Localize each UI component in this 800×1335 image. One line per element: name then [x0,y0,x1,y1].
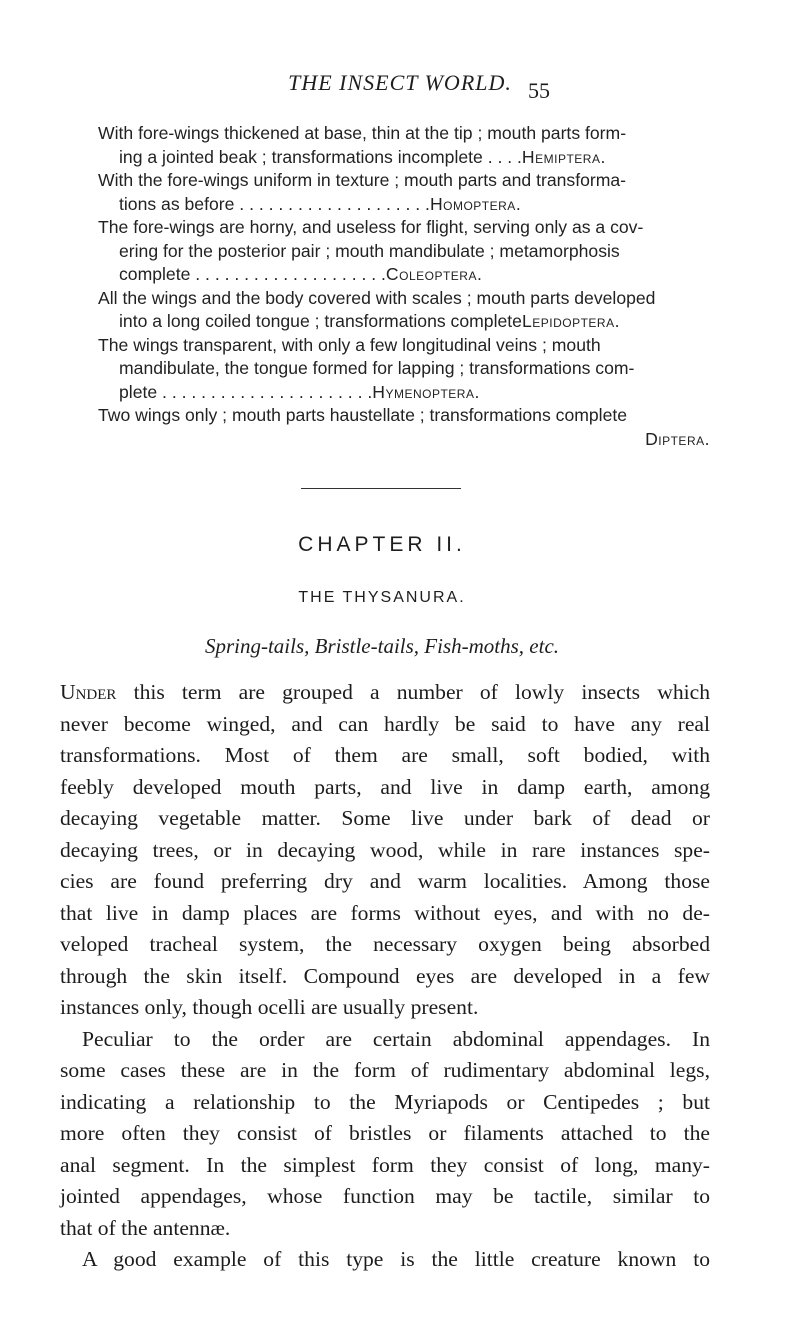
key-line: All the wings and the body covered with scales ; mouth parts developed [98,287,656,308]
paragraph-1 [60,677,710,1024]
chapter-heading: CHAPTER II. [298,533,466,556]
key-entry-hymenoptera [98,334,710,405]
key-line: complete . . . . . . . . . . . . . . . . . . . . [119,264,386,284]
section-divider [301,488,461,489]
taxon-name: Coleoptera. [385,264,483,284]
text-line: that of the antennæ. [60,1215,231,1240]
text-line: never become winged, and can hardly be said to have any real [60,711,710,736]
text-line: Peculiar to the order are certain abdominal appendages. In [82,1026,710,1051]
paragraph-2 [60,1024,710,1245]
text-line: anal segment. In the simplest form they consist of long, many- [60,1152,710,1177]
key-entry-homoptera [98,169,710,216]
text-line: through the skin itself. Compound eyes are developed in a few [60,963,710,988]
key-line: ing a jointed beak ; transformations incomplete . . . . [119,146,522,167]
key-entry-hemiptera [98,122,710,169]
paragraph-3 [60,1244,710,1276]
body-text [60,677,710,1276]
text-line: feebly developed mouth parts, and live in damp earth, among [60,774,710,799]
key-entry-coleoptera [98,216,710,287]
subtitle-etc: etc. [529,634,560,658]
key-line: mandibulate, the tongue formed for lapping ; transformations com- [119,358,635,378]
running-title: THE INSECT WORLD. [288,70,512,95]
subtitle-common-names: Spring-tails, Bristle-tails, Fish-moths, [204,634,525,658]
taxon-name: Hymenoptera. [372,381,480,402]
text-line: decaying vegetable matter. Some live under bark of dead or [60,806,710,830]
text-line: indicating a relationship to the Myriapods or Centipedes ; but [60,1089,710,1114]
key-line: With fore-wings thickened at base, thin at the tip ; mouth parts form- [98,123,627,143]
text-line: transformations. Most of them are small, soft bodied, with [60,743,710,767]
page-number: 55 [528,78,550,103]
taxon-name: Diptera. [645,428,710,449]
key-entry-diptera [98,404,710,451]
taxon-name: Lepidoptera. [521,311,620,331]
text-line: veloped tracheal system, the necessary oxygen being absorbed [60,932,710,956]
text-line: this term are grouped a number of lowly insects which [116,680,710,704]
key-line: plete . . . . . . . . . . . . . . . . . . . . . . [119,381,373,402]
key-line: Two wings only ; mouth parts haustellate ; transformations complete [98,405,628,425]
text-line: decaying trees, or in decaying wood, while in rare instances spe- [60,837,710,862]
chapter-subtitle [0,634,764,659]
key-entry-lepidoptera [98,287,710,334]
text-line: A good example of this type is the little creature known to [82,1247,710,1271]
chapter-title: THE THYSANURA. [298,589,466,606]
key-line: tions as before . . . . . . . . . . . . . . . . . . . . [119,193,430,214]
text-line: that live in damp places are forms without eyes, and with no de- [60,900,710,925]
text-line: cies are found preferring dry and warm localities. Among those [60,869,710,893]
key-line: The fore-wings are horny, and useless for flight, serving only as a cov- [98,217,644,237]
text-line: instances only, though ocelli are usually present. [60,995,479,1019]
taxon-name: Homoptera. [429,193,522,214]
text-line: jointed appendages, whose function may be tactile, similar to [60,1184,710,1208]
text-line: more often they consist of bristles or filaments attached to the [60,1121,710,1145]
key-line: With the fore-wings uniform in texture ; mouth parts and transforma- [98,170,627,190]
text-line: some cases these are in the form of rudimentary abdominal legs, [60,1058,710,1082]
taxon-name: Hemiptera. [521,146,606,167]
key-line: into a long coiled tongue ; transformations complete [119,311,522,331]
key-line: The wings transparent, with only a few longitudinal veins ; mouth [98,334,601,355]
classification-key [98,122,710,451]
key-line: ering for the posterior pair ; mouth mandibulate ; metamorphosis [119,240,620,261]
lead-word: Under [60,680,117,704]
